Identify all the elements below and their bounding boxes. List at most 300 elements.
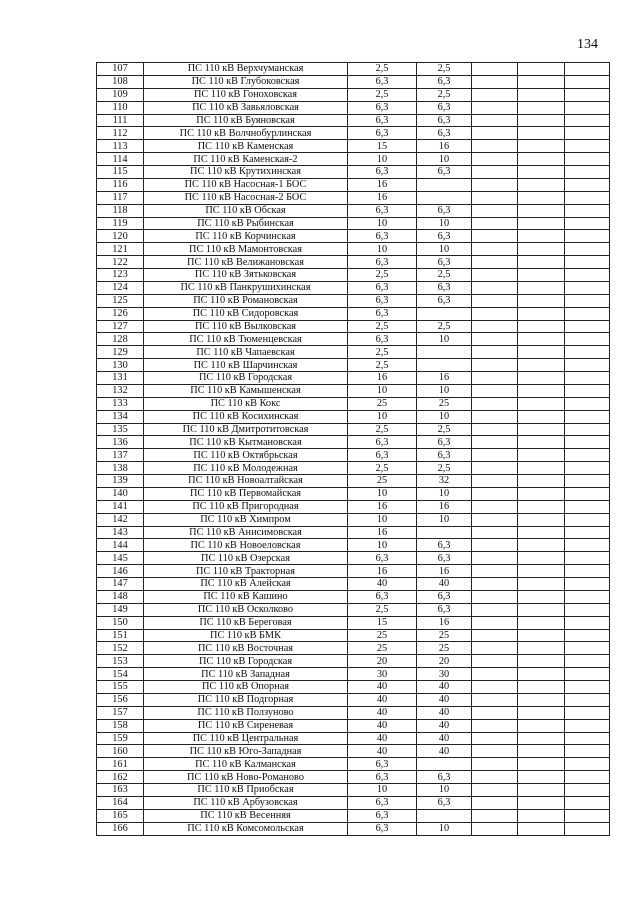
- table-row: [97, 178, 610, 191]
- substation-name-cell: ПС 110 кВ Западная: [144, 668, 348, 681]
- empty-cell: [472, 668, 518, 681]
- empty-cell: [518, 75, 565, 88]
- value-1-cell: 16: [348, 178, 417, 191]
- table-body: [97, 63, 610, 836]
- substation-name-cell: ПС 110 кВ Тюменцевская: [144, 333, 348, 346]
- value-2-cell: 40: [417, 681, 472, 694]
- row-number-cell: 107: [97, 63, 144, 76]
- empty-cell: [472, 462, 518, 475]
- value-1-cell: 10: [348, 539, 417, 552]
- table-row: [97, 88, 610, 101]
- row-number-cell: 115: [97, 166, 144, 179]
- value-1-cell: 16: [348, 372, 417, 385]
- empty-cell: [472, 397, 518, 410]
- empty-cell: [518, 269, 565, 282]
- table-row: [97, 552, 610, 565]
- value-2-cell: 32: [417, 475, 472, 488]
- empty-cell: [472, 539, 518, 552]
- table-row: [97, 166, 610, 179]
- table-row: [97, 153, 610, 166]
- empty-cell: [565, 822, 610, 835]
- table-row: [97, 320, 610, 333]
- empty-cell: [472, 230, 518, 243]
- value-1-cell: 2,5: [348, 320, 417, 333]
- value-1-cell: 10: [348, 217, 417, 230]
- value-2-cell: 2,5: [417, 462, 472, 475]
- empty-cell: [518, 204, 565, 217]
- table-row: [97, 668, 610, 681]
- table-row: [97, 796, 610, 809]
- empty-cell: [565, 552, 610, 565]
- value-2-cell: 6,3: [417, 101, 472, 114]
- value-2-cell: 6,3: [417, 552, 472, 565]
- value-1-cell: 40: [348, 732, 417, 745]
- table-row: [97, 526, 610, 539]
- empty-cell: [565, 809, 610, 822]
- substation-name-cell: ПС 110 кВ Крутихинская: [144, 166, 348, 179]
- empty-cell: [565, 642, 610, 655]
- table-row: [97, 397, 610, 410]
- value-1-cell: 6,3: [348, 796, 417, 809]
- table-row: [97, 140, 610, 153]
- value-1-cell: 40: [348, 681, 417, 694]
- table-row: [97, 217, 610, 230]
- value-2-cell: 6,3: [417, 590, 472, 603]
- empty-cell: [472, 552, 518, 565]
- table-row: [97, 578, 610, 591]
- empty-cell: [565, 668, 610, 681]
- empty-cell: [518, 320, 565, 333]
- substation-name-cell: ПС 110 кВ Осколково: [144, 603, 348, 616]
- substation-name-cell: ПС 110 кВ Октябрьская: [144, 449, 348, 462]
- value-1-cell: 6,3: [348, 204, 417, 217]
- empty-cell: [518, 217, 565, 230]
- row-number-cell: 113: [97, 140, 144, 153]
- empty-cell: [518, 359, 565, 372]
- row-number-cell: 132: [97, 384, 144, 397]
- value-2-cell: 16: [417, 140, 472, 153]
- empty-cell: [518, 822, 565, 835]
- empty-cell: [472, 590, 518, 603]
- value-2-cell: 10: [417, 217, 472, 230]
- empty-cell: [518, 384, 565, 397]
- empty-cell: [472, 217, 518, 230]
- substation-table: [96, 62, 610, 836]
- value-1-cell: 6,3: [348, 230, 417, 243]
- empty-cell: [518, 256, 565, 269]
- substation-name-cell: ПС 110 кВ БМК: [144, 629, 348, 642]
- empty-cell: [472, 423, 518, 436]
- row-number-cell: 155: [97, 681, 144, 694]
- table-row: [97, 191, 610, 204]
- table-row: [97, 346, 610, 359]
- empty-cell: [565, 603, 610, 616]
- empty-cell: [472, 771, 518, 784]
- empty-cell: [518, 114, 565, 127]
- row-number-cell: 110: [97, 101, 144, 114]
- value-1-cell: 10: [348, 487, 417, 500]
- empty-cell: [472, 655, 518, 668]
- table-row: [97, 745, 610, 758]
- empty-cell: [472, 513, 518, 526]
- empty-cell: [472, 693, 518, 706]
- value-2-cell: 6,3: [417, 127, 472, 140]
- empty-cell: [518, 243, 565, 256]
- table-row: [97, 487, 610, 500]
- value-1-cell: 16: [348, 526, 417, 539]
- table-row: [97, 269, 610, 282]
- substation-name-cell: ПС 110 кВ Обская: [144, 204, 348, 217]
- value-1-cell: 2,5: [348, 423, 417, 436]
- value-1-cell: 15: [348, 616, 417, 629]
- empty-cell: [472, 243, 518, 256]
- value-1-cell: 15: [348, 140, 417, 153]
- row-number-cell: 150: [97, 616, 144, 629]
- empty-cell: [472, 281, 518, 294]
- value-1-cell: 6,3: [348, 809, 417, 822]
- row-number-cell: 135: [97, 423, 144, 436]
- empty-cell: [518, 629, 565, 642]
- value-2-cell: [417, 346, 472, 359]
- empty-cell: [518, 706, 565, 719]
- empty-cell: [472, 153, 518, 166]
- value-2-cell: [417, 758, 472, 771]
- empty-cell: [472, 372, 518, 385]
- value-2-cell: 16: [417, 565, 472, 578]
- substation-name-cell: ПС 110 кВ Буяновская: [144, 114, 348, 127]
- value-2-cell: 10: [417, 384, 472, 397]
- table-row: [97, 127, 610, 140]
- value-1-cell: 6,3: [348, 294, 417, 307]
- substation-name-cell: ПС 110 кВ Новоеловская: [144, 539, 348, 552]
- empty-cell: [472, 101, 518, 114]
- empty-cell: [472, 140, 518, 153]
- table-row: [97, 693, 610, 706]
- substation-name-cell: ПС 110 кВ Насосная-2 БОС: [144, 191, 348, 204]
- value-1-cell: 6,3: [348, 114, 417, 127]
- value-2-cell: 25: [417, 397, 472, 410]
- empty-cell: [518, 616, 565, 629]
- value-1-cell: 40: [348, 578, 417, 591]
- value-1-cell: 40: [348, 706, 417, 719]
- table-row: [97, 307, 610, 320]
- row-number-cell: 118: [97, 204, 144, 217]
- value-1-cell: 10: [348, 784, 417, 797]
- empty-cell: [472, 114, 518, 127]
- value-2-cell: 30: [417, 668, 472, 681]
- value-2-cell: 6,3: [417, 230, 472, 243]
- value-1-cell: 40: [348, 745, 417, 758]
- value-1-cell: 25: [348, 475, 417, 488]
- empty-cell: [472, 629, 518, 642]
- empty-cell: [518, 153, 565, 166]
- row-number-cell: 127: [97, 320, 144, 333]
- empty-cell: [518, 655, 565, 668]
- empty-cell: [565, 719, 610, 732]
- empty-cell: [472, 784, 518, 797]
- empty-cell: [565, 655, 610, 668]
- value-1-cell: 6,3: [348, 449, 417, 462]
- substation-name-cell: ПС 110 кВ Дмитротитовская: [144, 423, 348, 436]
- table-row: [97, 822, 610, 835]
- value-1-cell: 2,5: [348, 88, 417, 101]
- substation-name-cell: ПС 110 кВ Завьяловская: [144, 101, 348, 114]
- table-row: [97, 294, 610, 307]
- value-1-cell: 6,3: [348, 166, 417, 179]
- empty-cell: [518, 307, 565, 320]
- empty-cell: [472, 436, 518, 449]
- substation-name-cell: ПС 110 кВ Анисимовская: [144, 526, 348, 539]
- substation-name-cell: ПС 110 кВ Центральная: [144, 732, 348, 745]
- empty-cell: [518, 552, 565, 565]
- value-2-cell: 6,3: [417, 294, 472, 307]
- empty-cell: [518, 565, 565, 578]
- empty-cell: [472, 410, 518, 423]
- value-2-cell: [417, 191, 472, 204]
- value-1-cell: 2,5: [348, 346, 417, 359]
- substation-name-cell: ПС 110 кВ Корчинская: [144, 230, 348, 243]
- empty-cell: [565, 462, 610, 475]
- value-2-cell: [417, 359, 472, 372]
- substation-name-cell: ПС 110 кВ Подгорная: [144, 693, 348, 706]
- empty-cell: [518, 333, 565, 346]
- empty-cell: [518, 127, 565, 140]
- empty-cell: [472, 88, 518, 101]
- row-number-cell: 161: [97, 758, 144, 771]
- empty-cell: [472, 359, 518, 372]
- value-1-cell: 10: [348, 410, 417, 423]
- empty-cell: [565, 487, 610, 500]
- value-2-cell: 10: [417, 513, 472, 526]
- value-1-cell: 40: [348, 693, 417, 706]
- empty-cell: [565, 127, 610, 140]
- value-2-cell: 10: [417, 333, 472, 346]
- empty-cell: [472, 796, 518, 809]
- empty-cell: [518, 668, 565, 681]
- empty-cell: [472, 191, 518, 204]
- value-2-cell: 25: [417, 642, 472, 655]
- table-row: [97, 603, 610, 616]
- value-1-cell: 6,3: [348, 281, 417, 294]
- empty-cell: [565, 88, 610, 101]
- empty-cell: [472, 526, 518, 539]
- empty-cell: [565, 397, 610, 410]
- table-row: [97, 75, 610, 88]
- value-1-cell: 2,5: [348, 603, 417, 616]
- empty-cell: [518, 372, 565, 385]
- empty-cell: [472, 320, 518, 333]
- value-2-cell: 10: [417, 822, 472, 835]
- value-2-cell: 6,3: [417, 539, 472, 552]
- substation-name-cell: ПС 110 кВ Городская: [144, 372, 348, 385]
- empty-cell: [565, 693, 610, 706]
- substation-name-cell: ПС 110 кВ Кашино: [144, 590, 348, 603]
- empty-cell: [472, 269, 518, 282]
- empty-cell: [565, 449, 610, 462]
- empty-cell: [518, 758, 565, 771]
- row-number-cell: 160: [97, 745, 144, 758]
- table-row: [97, 809, 610, 822]
- empty-cell: [472, 642, 518, 655]
- empty-cell: [565, 256, 610, 269]
- empty-cell: [565, 423, 610, 436]
- empty-cell: [565, 191, 610, 204]
- value-1-cell: 10: [348, 384, 417, 397]
- page-number: 134: [577, 37, 598, 52]
- empty-cell: [565, 500, 610, 513]
- row-number-cell: 140: [97, 487, 144, 500]
- row-number-cell: 164: [97, 796, 144, 809]
- empty-cell: [472, 603, 518, 616]
- substation-name-cell: ПС 110 кВ Каменская-2: [144, 153, 348, 166]
- empty-cell: [565, 178, 610, 191]
- empty-cell: [518, 500, 565, 513]
- value-1-cell: 25: [348, 397, 417, 410]
- empty-cell: [518, 526, 565, 539]
- empty-cell: [518, 539, 565, 552]
- empty-cell: [565, 384, 610, 397]
- empty-cell: [565, 372, 610, 385]
- empty-cell: [518, 230, 565, 243]
- empty-cell: [565, 616, 610, 629]
- empty-cell: [565, 217, 610, 230]
- row-number-cell: 144: [97, 539, 144, 552]
- empty-cell: [565, 320, 610, 333]
- value-2-cell: 2,5: [417, 88, 472, 101]
- row-number-cell: 151: [97, 629, 144, 642]
- empty-cell: [565, 526, 610, 539]
- empty-cell: [518, 436, 565, 449]
- empty-cell: [518, 784, 565, 797]
- substation-name-cell: ПС 110 кВ Сидоровская: [144, 307, 348, 320]
- empty-cell: [518, 681, 565, 694]
- empty-cell: [565, 681, 610, 694]
- empty-cell: [472, 178, 518, 191]
- value-2-cell: 6,3: [417, 771, 472, 784]
- value-2-cell: 40: [417, 732, 472, 745]
- value-1-cell: 6,3: [348, 307, 417, 320]
- table-row: [97, 359, 610, 372]
- substation-name-cell: ПС 110 кВ Озерская: [144, 552, 348, 565]
- substation-name-cell: ПС 110 кВ Пригородная: [144, 500, 348, 513]
- empty-cell: [565, 771, 610, 784]
- row-number-cell: 126: [97, 307, 144, 320]
- value-1-cell: 2,5: [348, 269, 417, 282]
- value-1-cell: 2,5: [348, 63, 417, 76]
- value-2-cell: 6,3: [417, 796, 472, 809]
- substation-name-cell: ПС 110 кВ Восточная: [144, 642, 348, 655]
- row-number-cell: 147: [97, 578, 144, 591]
- value-2-cell: 16: [417, 372, 472, 385]
- table-row: [97, 243, 610, 256]
- empty-cell: [518, 88, 565, 101]
- empty-cell: [518, 603, 565, 616]
- row-number-cell: 148: [97, 590, 144, 603]
- row-number-cell: 112: [97, 127, 144, 140]
- empty-cell: [518, 462, 565, 475]
- substation-name-cell: ПС 110 кВ Кытмановская: [144, 436, 348, 449]
- empty-cell: [518, 732, 565, 745]
- empty-cell: [472, 758, 518, 771]
- value-1-cell: 40: [348, 719, 417, 732]
- empty-cell: [472, 294, 518, 307]
- row-number-cell: 116: [97, 178, 144, 191]
- empty-cell: [472, 578, 518, 591]
- row-number-cell: 124: [97, 281, 144, 294]
- empty-cell: [518, 513, 565, 526]
- value-2-cell: [417, 526, 472, 539]
- empty-cell: [565, 307, 610, 320]
- substation-name-cell: ПС 110 кВ Молодежная: [144, 462, 348, 475]
- substation-name-cell: ПС 110 кВ Вылковская: [144, 320, 348, 333]
- row-number-cell: 158: [97, 719, 144, 732]
- row-number-cell: 108: [97, 75, 144, 88]
- value-2-cell: 2,5: [417, 269, 472, 282]
- value-2-cell: [417, 809, 472, 822]
- table-row: [97, 384, 610, 397]
- empty-cell: [565, 436, 610, 449]
- empty-cell: [472, 127, 518, 140]
- value-2-cell: 10: [417, 153, 472, 166]
- substation-name-cell: ПС 110 кВ Алейская: [144, 578, 348, 591]
- substation-name-cell: ПС 110 кВ Каменская: [144, 140, 348, 153]
- empty-cell: [565, 140, 610, 153]
- value-1-cell: 6,3: [348, 75, 417, 88]
- table-row: [97, 771, 610, 784]
- empty-cell: [518, 294, 565, 307]
- row-number-cell: 111: [97, 114, 144, 127]
- empty-cell: [518, 745, 565, 758]
- empty-cell: [472, 487, 518, 500]
- empty-cell: [518, 449, 565, 462]
- empty-cell: [565, 114, 610, 127]
- value-2-cell: [417, 178, 472, 191]
- value-2-cell: 6,3: [417, 449, 472, 462]
- substation-name-cell: ПС 110 кВ Шарчинская: [144, 359, 348, 372]
- empty-cell: [472, 75, 518, 88]
- substation-name-cell: ПС 110 кВ Городская: [144, 655, 348, 668]
- empty-cell: [565, 410, 610, 423]
- empty-cell: [518, 423, 565, 436]
- substation-name-cell: ПС 110 кВ Косихинская: [144, 410, 348, 423]
- empty-cell: [472, 475, 518, 488]
- value-1-cell: 20: [348, 655, 417, 668]
- substation-name-cell: ПС 110 кВ Мамонтовская: [144, 243, 348, 256]
- row-number-cell: 153: [97, 655, 144, 668]
- row-number-cell: 163: [97, 784, 144, 797]
- empty-cell: [518, 191, 565, 204]
- value-1-cell: 16: [348, 565, 417, 578]
- empty-cell: [472, 449, 518, 462]
- empty-cell: [472, 256, 518, 269]
- value-2-cell: 10: [417, 784, 472, 797]
- table-row: [97, 423, 610, 436]
- row-number-cell: 134: [97, 410, 144, 423]
- table-row: [97, 590, 610, 603]
- row-number-cell: 117: [97, 191, 144, 204]
- table-row: [97, 719, 610, 732]
- row-number-cell: 130: [97, 359, 144, 372]
- empty-cell: [518, 796, 565, 809]
- empty-cell: [565, 281, 610, 294]
- table-row: [97, 410, 610, 423]
- table-row: [97, 372, 610, 385]
- empty-cell: [472, 307, 518, 320]
- row-number-cell: 138: [97, 462, 144, 475]
- empty-cell: [518, 578, 565, 591]
- substation-name-cell: ПС 110 кВ Опорная: [144, 681, 348, 694]
- empty-cell: [518, 178, 565, 191]
